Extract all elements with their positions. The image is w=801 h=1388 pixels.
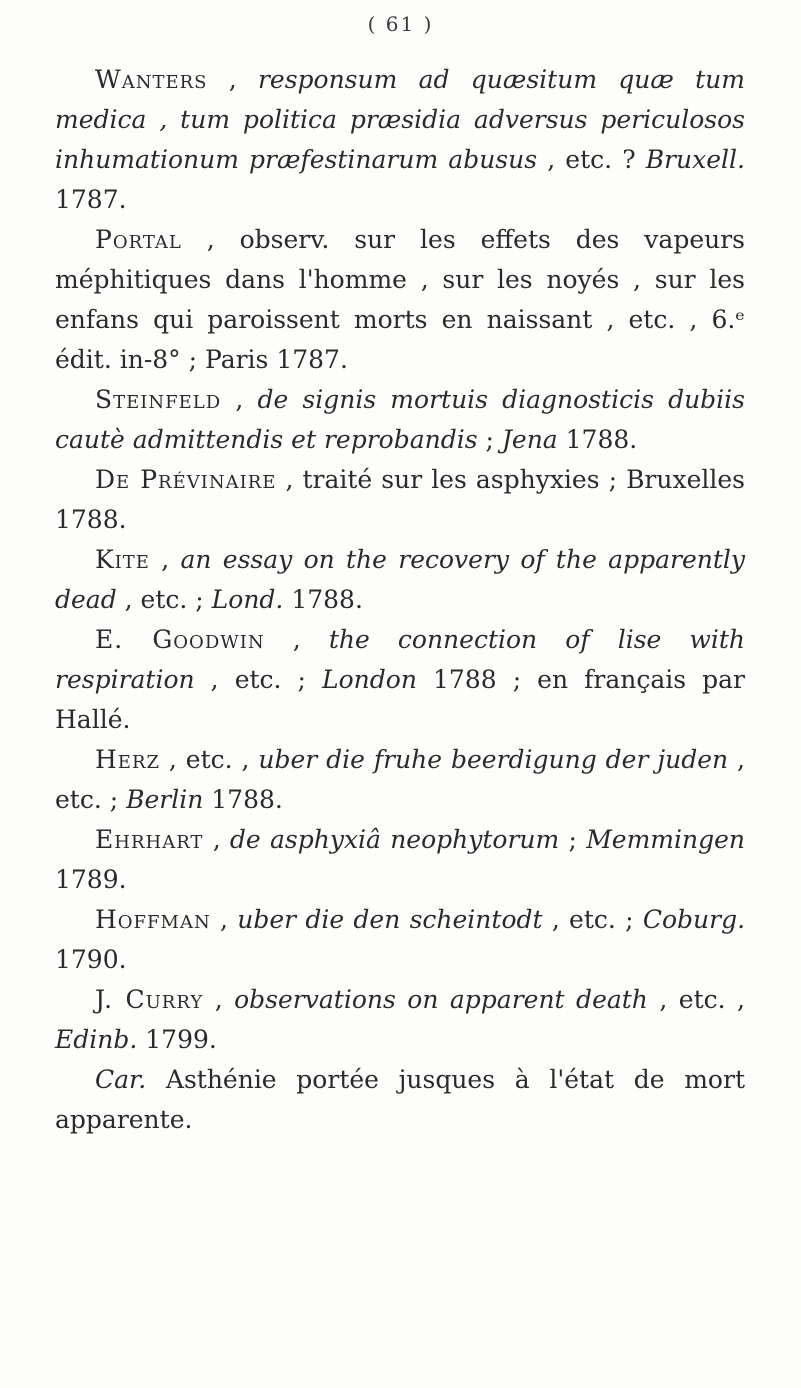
bibliography-entry	[55, 540, 745, 620]
entry-place: Coburg.	[642, 905, 746, 934]
entry-place: London	[322, 665, 417, 694]
entry-text: , etc. ,	[160, 745, 259, 774]
entry-title: responsum ad quæsitum quæ tum medica , tum politica præsidia adversus periculosos inhumationum præfestinarum abusus	[55, 65, 745, 174]
entry-author: Steinfeld	[95, 385, 222, 414]
entry-title: de signis mortuis diagnosticis dubiis cautè admittendis et reprobandis	[55, 385, 745, 454]
entry-author: Wanters	[95, 65, 208, 94]
entry-title: observations on apparent death	[234, 985, 648, 1014]
entry-text: ,	[203, 985, 235, 1014]
entry-place: Jena	[501, 425, 558, 454]
bibliography-entry	[55, 60, 745, 220]
bibliography-entry	[55, 820, 745, 900]
entry-date: Asthénie portée jusques à l'état de mort apparente.	[55, 1065, 745, 1134]
entry-date: 1788 ; en français par Hallé.	[55, 665, 745, 734]
entry-place: Car.	[95, 1065, 147, 1094]
entry-text: , etc. ;	[55, 745, 745, 814]
entry-title: de asphyxiâ neophytorum	[229, 825, 560, 854]
entry-text: , observ. sur les effets des vapeurs méphitiques dans l'homme , sur les noyés , sur les enfans qui paroissent morts en naissant , etc. , 6.ᵉ édit. in-8° ; Paris 1787.	[55, 225, 745, 374]
bibliography-entry	[55, 980, 745, 1060]
entry-title: uber die den scheintodt	[237, 905, 543, 934]
entry-place: Bruxell.	[645, 145, 745, 174]
entry-date: 1788.	[283, 585, 363, 614]
entry-text: ,	[149, 545, 181, 574]
entry-date: 1788.	[203, 785, 283, 814]
entry-title: the connection of lise with respiration	[55, 625, 746, 694]
entry-place: Memmingen	[586, 825, 745, 854]
entry-author: Herz	[95, 745, 161, 774]
bibliography-entry	[55, 380, 745, 460]
entry-date: 1789.	[55, 865, 127, 894]
entry-date: 1799.	[137, 1025, 217, 1054]
entry-date: 1788.	[557, 425, 638, 454]
bibliography-entry	[55, 460, 745, 540]
entry-date: 1787.	[55, 185, 127, 214]
entry-text: , etc. ;	[116, 585, 212, 614]
bibliography-entry	[55, 620, 745, 740]
entry-text: , etc. ,	[647, 985, 745, 1014]
entry-text: ;	[477, 425, 502, 454]
entry-text: ;	[559, 825, 587, 854]
entry-author: E. Goodwin	[95, 625, 265, 654]
entry-date: 1790.	[55, 945, 127, 974]
entry-text: ,	[264, 625, 329, 654]
entry-author: De Prévinaire	[95, 465, 277, 494]
entry-text: ,	[207, 65, 258, 94]
bibliography-entry	[55, 740, 745, 820]
entry-text: , etc. ;	[542, 905, 643, 934]
entry-text: ,	[221, 385, 258, 414]
bibliography-entry	[55, 900, 745, 980]
entry-place: Berlin	[126, 785, 204, 814]
entry-title: uber die fruhe beerdigung der juden	[258, 745, 729, 774]
entry-author: Ehrhart	[95, 825, 204, 854]
bibliography-entry	[55, 1060, 745, 1140]
entry-author: Kite	[95, 545, 150, 574]
bibliography-entry	[55, 220, 745, 380]
entry-text: , etc. ?	[537, 145, 646, 174]
entry-text: ,	[203, 825, 230, 854]
entry-author: Hoffman	[95, 905, 211, 934]
entry-place: Lond.	[211, 585, 284, 614]
page-number: ( 61 )	[367, 12, 434, 36]
entry-text: ,	[210, 905, 238, 934]
entry-title: an essay on the recovery of the apparently dead	[55, 545, 746, 614]
entry-author: J. Curry	[95, 985, 204, 1014]
entry-text: , etc. ;	[194, 665, 323, 694]
entry-author: Portal	[95, 225, 182, 254]
entry-place: Edinb.	[55, 1025, 138, 1054]
entry-text: , traité sur les asphyxies ; Bruxelles 1788.	[55, 465, 745, 534]
bibliography-list	[55, 60, 745, 1140]
